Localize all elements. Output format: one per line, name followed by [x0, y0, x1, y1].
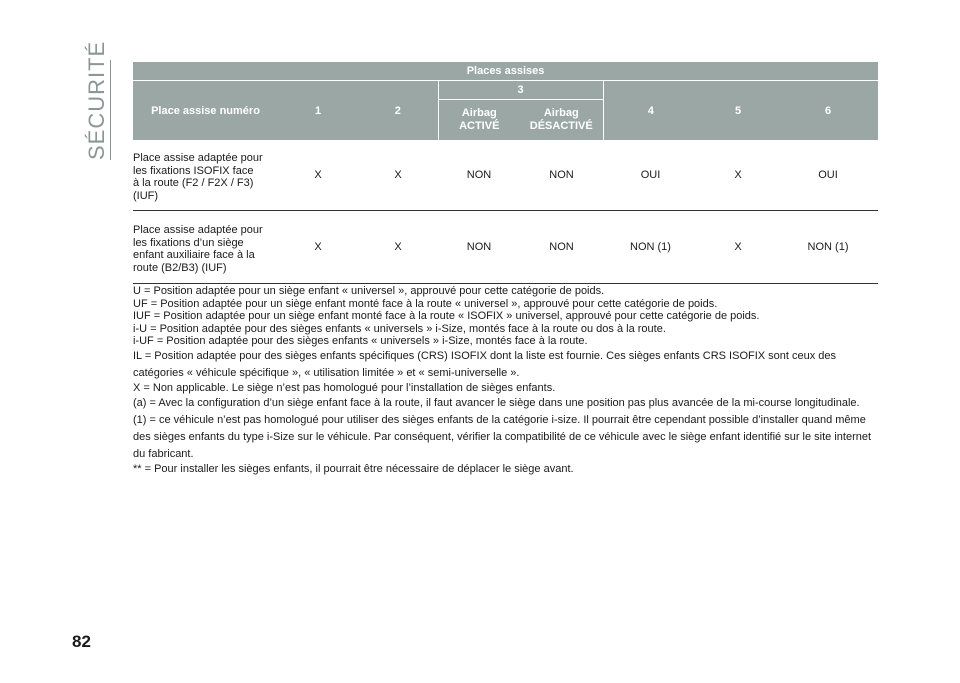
- note-a: (a) = Avec la configuration d’un siège enfant face à la route, il faut avancer le siège dans une position pas plus avancée de la mi-course longitudinale.: [133, 396, 860, 409]
- cell-seat-6: OUI: [778, 140, 878, 211]
- airbag-label: Airbag: [461, 107, 497, 119]
- cell-seat-3-airbag-active: NON: [438, 211, 520, 284]
- legend-notes: [133, 285, 878, 475]
- section-title: SÉCURITÉ: [84, 40, 109, 160]
- cell-seat-1: X: [278, 211, 358, 284]
- header-seat-2: 2: [358, 81, 438, 141]
- note-1: (1) = ce véhicule n’est pas homologué pour utiliser des sièges enfants de la catégorie i-size. Il pourrait être cependant possible d’installer quand même des sièges enfants du type i-Size sur le véhicule. Par conséquent, vérifier la compatibilité de ce véhicule avec le siège enfant identifié sur le site internet du fabricant.: [133, 413, 872, 460]
- seat-compatibility-table: [133, 62, 878, 284]
- table-row: [133, 140, 878, 211]
- cell-seat-2: X: [358, 211, 438, 284]
- row-label: Place assise adaptée pour les fixations d’un siège enfant auxiliaire face à la route (B2/B3) (IUF): [133, 211, 278, 284]
- cell-seat-4: NON (1): [603, 211, 698, 284]
- cell-seat-6: NON (1): [778, 211, 878, 284]
- header-seat-3: 3: [438, 81, 603, 100]
- page-number: 82: [72, 632, 91, 651]
- cell-seat-3-airbag-disabled: NON: [520, 140, 603, 211]
- note-double-asterisk: ** = Pour installer les sièges enfants, il pourrait être nécessaire de déplacer le siège avant.: [133, 462, 574, 475]
- note-u: U = Position adaptée pour un siège enfant « universel », approuvé pour cette catégorie de poids.: [133, 285, 605, 297]
- note-il: IL = Position adaptée pour des sièges enfants spécifiques (CRS) ISOFIX dont la liste est fournie. Ces sièges enfants CRS ISOFIX sont ceux des catégories « véhicule spécifique », « utilisation limitée » et « semi-universelle ».: [133, 349, 837, 379]
- airbag-state: ACTIVÉ: [459, 120, 500, 132]
- header-airbag-active: [438, 100, 520, 141]
- airbag-label: Airbag: [543, 107, 579, 119]
- cell-seat-3-airbag-disabled: NON: [520, 211, 603, 284]
- note-x: X = Non applicable. Le siège n’est pas homologué pour l’installation de sièges enfants.: [133, 381, 556, 394]
- header-seat-1: 1: [278, 81, 358, 141]
- row-label: Place assise adaptée pour les fixations ISOFIX face à la route (F2 / F2X / F3) (IUF): [133, 140, 278, 211]
- cell-seat-3-airbag-active: NON: [438, 140, 520, 211]
- note-iuf: IUF = Position adaptée pour un siège enfant monté face à la route « ISOFIX » universel, approuvé pour cette catégorie de poids.: [133, 310, 760, 323]
- table-row: [133, 211, 878, 284]
- section-divider: [110, 60, 111, 160]
- header-seat-5: 5: [698, 81, 778, 141]
- header-seat-4: 4: [603, 81, 698, 141]
- cell-seat-4: OUI: [603, 140, 698, 211]
- cell-seat-1: X: [278, 140, 358, 211]
- note-i-uf: i-UF = Position adaptée pour des sièges enfants « universels » i-Size, montés face à la route.: [133, 335, 588, 348]
- cell-seat-5: X: [698, 211, 778, 284]
- airbag-state: DÉSACTIVÉ: [529, 120, 593, 132]
- note-uf: UF = Position adaptée pour un siège enfant monté face à la route « universel », approuvé pour cette catégorie de poids.: [133, 297, 718, 310]
- note-i-u: i-U = Position adaptée pour des sièges enfants « universels » i-Size, montés face à la route ou dos à la route.: [133, 322, 666, 335]
- header-places-assises: Places assises: [133, 62, 878, 81]
- header-seat-6: 6: [778, 81, 878, 141]
- header-airbag-disabled: [520, 100, 603, 141]
- cell-seat-2: X: [358, 140, 438, 211]
- cell-seat-5: X: [698, 140, 778, 211]
- header-place-numero: Place assise numéro: [133, 81, 278, 141]
